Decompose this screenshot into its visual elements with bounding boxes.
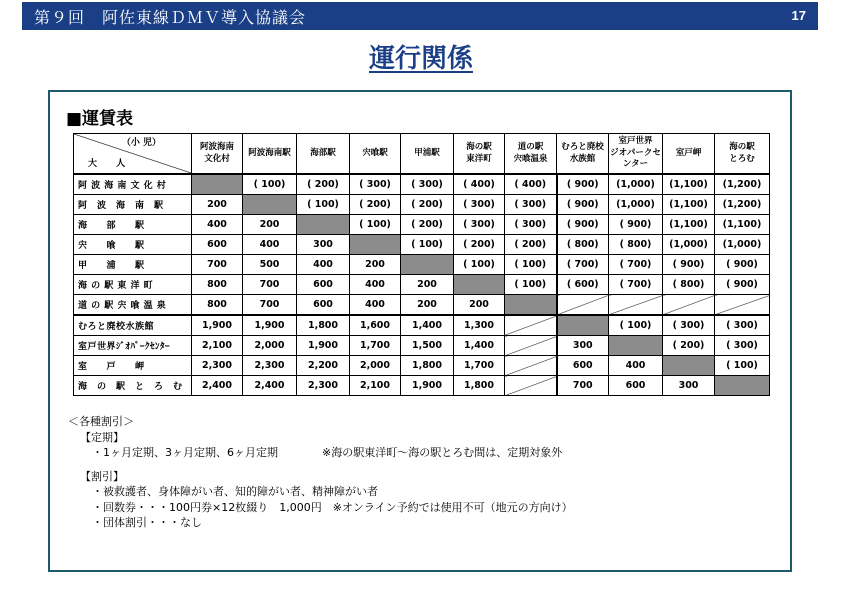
- row-header: 道 の 駅 宍 喰 温 泉: [74, 295, 192, 316]
- column-header: 室戸岬: [663, 134, 715, 175]
- fare-cell: 2,300: [243, 356, 297, 376]
- fare-cell: (1,000): [609, 174, 663, 195]
- self-station-cell: [297, 215, 350, 235]
- slide-title: [0, 38, 842, 75]
- table-row: [74, 275, 770, 295]
- row-header: 海 の 駅 と ろ む: [74, 376, 192, 396]
- fare-cell: ( 700): [557, 255, 609, 275]
- self-station-cell: [243, 195, 297, 215]
- self-station-cell: [505, 295, 557, 316]
- discount-line: ・団体割引・・・なし: [92, 516, 202, 529]
- fare-cell: 300: [297, 235, 350, 255]
- fare-cell: ( 200): [454, 235, 505, 255]
- fare-cell: 2,400: [243, 376, 297, 396]
- fare-cell: 400: [243, 235, 297, 255]
- table-row: [74, 235, 770, 255]
- fare-cell: ( 200): [401, 215, 454, 235]
- fare-cell: (1,100): [663, 215, 715, 235]
- fare-cell: ( 900): [715, 275, 770, 295]
- notes-heading: ＜各種割引＞: [68, 415, 134, 428]
- fare-cell: 200: [243, 215, 297, 235]
- fare-cell: 600: [557, 356, 609, 376]
- fare-cell: 800: [192, 275, 243, 295]
- fare-cell: ( 100): [243, 174, 297, 195]
- fare-cell: ( 900): [557, 215, 609, 235]
- fare-cell: 2,300: [192, 356, 243, 376]
- fare-cell: 400: [297, 255, 350, 275]
- corner-adult-label: 大 人: [88, 158, 134, 169]
- fare-cell: 1,800: [454, 376, 505, 396]
- fare-cell: 1,400: [454, 336, 505, 356]
- fare-cell: ( 200): [297, 174, 350, 195]
- page-number: 17: [791, 8, 806, 23]
- fare-cell: 1,300: [454, 315, 505, 336]
- self-station-cell: [350, 235, 401, 255]
- row-header: 海 の 駅 東 洋 町: [74, 275, 192, 295]
- fare-cell: 700: [243, 275, 297, 295]
- pass-line: ・1ヶ月定期、3ヶ月定期、6ヶ月定期 ※海の駅東洋町～海の駅とろむ間は、定期対象外: [92, 446, 563, 459]
- fare-cell: ( 300): [505, 215, 557, 235]
- fare-cell: 2,000: [350, 356, 401, 376]
- fare-cell: ( 100): [350, 215, 401, 235]
- not-applicable-cell: [505, 376, 557, 396]
- row-header: 海 部 駅: [74, 215, 192, 235]
- column-header: 甲浦駅: [401, 134, 454, 175]
- table-row: [74, 295, 770, 316]
- fare-cell: ( 800): [609, 235, 663, 255]
- fare-cell: 1,700: [350, 336, 401, 356]
- fare-cell: ( 100): [505, 275, 557, 295]
- fare-cell: ( 800): [663, 275, 715, 295]
- header-bar: [22, 2, 818, 30]
- fare-cell: 200: [192, 195, 243, 215]
- self-station-cell: [663, 356, 715, 376]
- fare-cell: ( 300): [350, 174, 401, 195]
- fare-cell: ( 300): [401, 174, 454, 195]
- fare-cell: 1,900: [192, 315, 243, 336]
- not-applicable-cell: [505, 356, 557, 376]
- table-row: [74, 356, 770, 376]
- discount-line: ・被救護者、身体障がい者、知的障がい者、精神障がい者: [92, 485, 378, 498]
- fare-cell: ( 300): [454, 195, 505, 215]
- fare-table: [73, 133, 770, 396]
- row-header: 宍 喰 駅: [74, 235, 192, 255]
- fare-cell: 2,100: [192, 336, 243, 356]
- fare-cell: 400: [609, 356, 663, 376]
- table-row: [74, 376, 770, 396]
- fare-cell: (1,100): [663, 174, 715, 195]
- corner-child-label: （小 児）: [121, 138, 161, 148]
- fare-cell: 2,100: [350, 376, 401, 396]
- fare-cell: 1,800: [401, 356, 454, 376]
- fare-cell: ( 900): [715, 255, 770, 275]
- fare-cell: ( 100): [297, 195, 350, 215]
- fare-cell: 200: [454, 295, 505, 316]
- self-station-cell: [454, 275, 505, 295]
- table-corner: [74, 134, 192, 175]
- not-applicable-cell: [609, 295, 663, 316]
- fare-cell: ( 800): [557, 235, 609, 255]
- column-header: 宍喰駅: [350, 134, 401, 175]
- discount-heading: 【割引】: [80, 469, 124, 483]
- fare-cell: ( 300): [454, 215, 505, 235]
- table-row: [74, 315, 770, 336]
- fare-cell: ( 200): [350, 195, 401, 215]
- fare-cell: 200: [401, 295, 454, 316]
- fare-cell: 1,400: [401, 315, 454, 336]
- column-header: むろと廃校 水族館: [557, 134, 609, 175]
- fare-cell: ( 100): [454, 255, 505, 275]
- fare-cell: 400: [350, 275, 401, 295]
- fare-cell: 700: [192, 255, 243, 275]
- fare-cell: 700: [243, 295, 297, 316]
- fare-cell: 200: [401, 275, 454, 295]
- slide-title-text: 運行関係: [368, 44, 473, 74]
- fare-cell: (1,000): [715, 235, 770, 255]
- fare-cell: 2,400: [192, 376, 243, 396]
- table-row: [74, 336, 770, 356]
- self-station-cell: [192, 174, 243, 195]
- fare-cell: 1,900: [401, 376, 454, 396]
- fare-cell: ( 900): [557, 174, 609, 195]
- fare-cell: 1,900: [243, 315, 297, 336]
- fare-cell: ( 200): [505, 235, 557, 255]
- fare-cell: 200: [350, 255, 401, 275]
- fare-cell: (1,000): [609, 195, 663, 215]
- column-header: 室戸世界 ジオパークセンター: [609, 134, 663, 175]
- fare-cell: 600: [609, 376, 663, 396]
- row-header: 阿 波 海 南 駅: [74, 195, 192, 215]
- fare-cell: 300: [663, 376, 715, 396]
- fare-cell: ( 600): [557, 275, 609, 295]
- fare-cell: ( 400): [454, 174, 505, 195]
- fare-cell: ( 100): [401, 235, 454, 255]
- not-applicable-cell: [557, 295, 609, 316]
- fare-cell: 1,900: [297, 336, 350, 356]
- discount-line: ・回数券・・・100円券×12枚綴り 1,000円 ※オンライン予約では使用不可（地元の方向け）: [92, 500, 573, 514]
- row-header: 室 戸 岬: [74, 356, 192, 376]
- pass-heading: 【定期】: [80, 430, 124, 444]
- column-header: 海部駅: [297, 134, 350, 175]
- fare-cell: ( 100): [715, 356, 770, 376]
- self-station-cell: [715, 376, 770, 396]
- section-title: ■運賃表: [66, 109, 134, 129]
- table-row: [74, 255, 770, 275]
- fare-cell: ( 100): [609, 315, 663, 336]
- column-header: 海の駅 東洋町: [454, 134, 505, 175]
- table-row: [74, 195, 770, 215]
- not-applicable-cell: [505, 315, 557, 336]
- fare-cell: ( 200): [401, 195, 454, 215]
- column-header: 海の駅 とろむ: [715, 134, 770, 175]
- fare-cell: ( 700): [609, 275, 663, 295]
- fare-cell: ( 400): [505, 174, 557, 195]
- fare-cell: ( 300): [505, 195, 557, 215]
- fare-cell: 1,700: [454, 356, 505, 376]
- not-applicable-cell: [715, 295, 770, 316]
- fare-cell: 1,800: [297, 315, 350, 336]
- fare-cell: 600: [297, 275, 350, 295]
- row-header: むろと廃校水族館: [74, 315, 192, 336]
- fare-cell: ( 900): [663, 255, 715, 275]
- fare-cell: 2,300: [297, 376, 350, 396]
- fare-cell: 700: [557, 376, 609, 396]
- fare-cell: 2,200: [297, 356, 350, 376]
- self-station-cell: [401, 255, 454, 275]
- not-applicable-cell: [505, 336, 557, 356]
- fare-cell: (1,200): [715, 174, 770, 195]
- fare-cell: 400: [350, 295, 401, 316]
- not-applicable-cell: [663, 295, 715, 316]
- fare-cell: ( 300): [715, 315, 770, 336]
- column-header: 道の駅 宍喰温泉: [505, 134, 557, 175]
- fare-cell: (1,000): [663, 235, 715, 255]
- fare-cell: (1,200): [715, 195, 770, 215]
- self-station-cell: [557, 315, 609, 336]
- fare-cell: 2,000: [243, 336, 297, 356]
- row-header: 阿 波 海 南 文 化 村: [74, 174, 192, 195]
- column-header: 阿波海南駅: [243, 134, 297, 175]
- table-row: [74, 215, 770, 235]
- fare-cell: 800: [192, 295, 243, 316]
- fare-cell: ( 100): [505, 255, 557, 275]
- fare-cell: 1,600: [350, 315, 401, 336]
- fare-cell: 1,500: [401, 336, 454, 356]
- fare-cell: (1,100): [663, 195, 715, 215]
- table-row: [74, 174, 770, 195]
- fare-cell: ( 300): [663, 315, 715, 336]
- fare-cell: 400: [192, 215, 243, 235]
- fare-table-body: [74, 174, 770, 396]
- header-title: 第９回 阿佐東線ＤＭＶ導入協議会: [34, 8, 307, 27]
- fare-cell: ( 700): [609, 255, 663, 275]
- fare-cell: 600: [297, 295, 350, 316]
- row-header: 室戸世界ｼﾞｵﾊﾟｰｸｾﾝﾀｰ: [74, 336, 192, 356]
- table-header-row: [74, 134, 770, 175]
- fare-cell: 500: [243, 255, 297, 275]
- self-station-cell: [609, 336, 663, 356]
- fare-cell: 600: [192, 235, 243, 255]
- fare-cell: ( 900): [557, 195, 609, 215]
- fare-cell: (1,100): [715, 215, 770, 235]
- discount-notes: [68, 414, 573, 531]
- fare-cell: ( 900): [609, 215, 663, 235]
- row-header: 甲 浦 駅: [74, 255, 192, 275]
- fare-cell: 300: [557, 336, 609, 356]
- fare-cell: ( 200): [663, 336, 715, 356]
- fare-cell: ( 300): [715, 336, 770, 356]
- column-header: 阿波海南 文化村: [192, 134, 243, 175]
